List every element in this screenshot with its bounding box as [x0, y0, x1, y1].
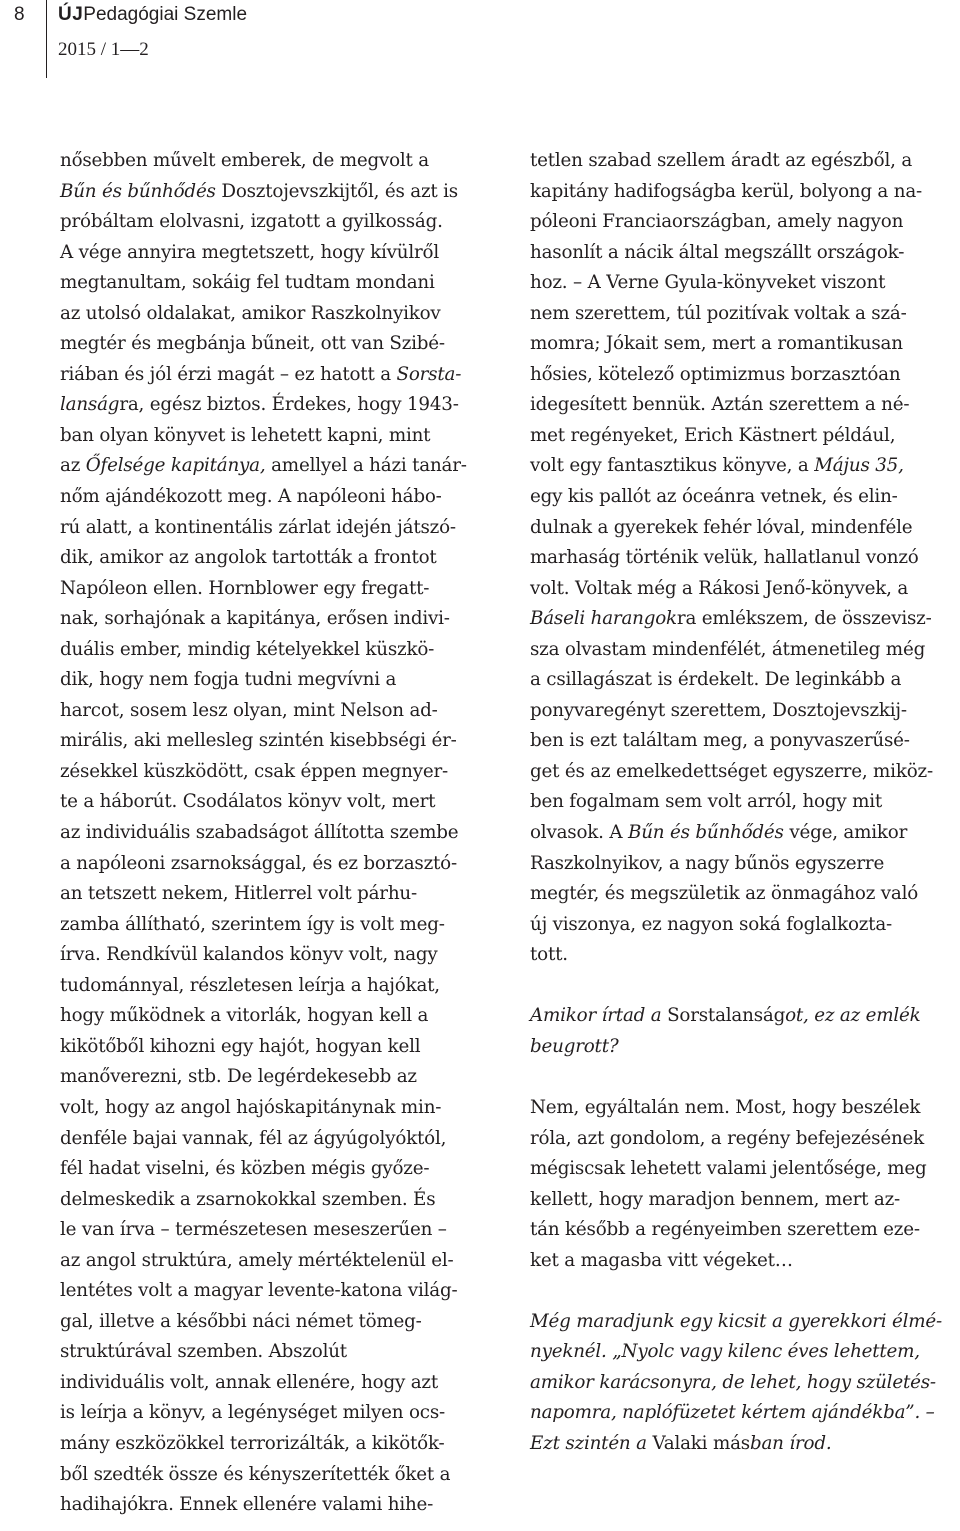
text-segment: te a háborút. Csodálatos könyv volt, mert — [60, 791, 436, 813]
text-segment: tán később a regényeimben szerettem eze- — [530, 1219, 920, 1241]
page-header — [0, 0, 960, 80]
journal-prefix: ÚJ — [58, 4, 84, 25]
text-line — [530, 1398, 960, 1429]
text-line — [60, 1368, 490, 1399]
text-line — [530, 146, 960, 177]
text-line — [60, 268, 490, 299]
text-line — [530, 1307, 960, 1338]
text-segment: tott. — [530, 944, 568, 966]
text-segment: vége, amikor — [783, 822, 908, 844]
text-line — [530, 513, 960, 544]
text-line — [60, 1246, 490, 1277]
text-segment: mirális, aki mellesleg szintén kisebbségi ér- — [60, 730, 457, 752]
italic-text: Sorsta- — [396, 363, 462, 385]
text-segment: sza olvastam mindenfélét, átmenetileg még — [530, 638, 926, 660]
text-line — [530, 818, 960, 849]
text-line — [60, 329, 490, 360]
text-line — [530, 1429, 960, 1460]
text-segment: delmeskedik a zsarnokokkal szemben. És — [60, 1188, 436, 1210]
text-line — [60, 543, 490, 574]
text-line — [60, 1276, 490, 1307]
text-line — [60, 1154, 490, 1185]
text-segment: an tetszett nekem, Hitlerrel volt párhu- — [60, 883, 417, 905]
text-segment: új viszonya, ez nagyon soká foglalkozta- — [530, 913, 893, 935]
italic-text: nyeknél. „Nyolc vagy kilenc éves lehettem, — [530, 1341, 920, 1363]
text-segment: Dosztojevszkijtől, és azt is — [215, 180, 458, 202]
text-line — [530, 940, 960, 971]
text-line — [530, 543, 960, 574]
text-line — [530, 635, 960, 666]
text-line — [530, 665, 960, 696]
italic-text: amikor karácsonyra, de lehet, hogy születés- — [530, 1371, 936, 1393]
text-segment: amellyel a házi tanár- — [265, 455, 467, 477]
paragraph-gap — [530, 1276, 960, 1307]
text-segment: hadihajókra. Ennek ellenére valami hihe- — [60, 1494, 434, 1516]
text-segment: hogy működnek a vitorlák, hogyan kell a — [60, 1005, 429, 1027]
text-segment: dulnak a gyerekek fehér lóval, mindenféle — [530, 516, 913, 538]
text-line — [60, 1307, 490, 1338]
page-number: 8 — [14, 4, 25, 25]
italic-text: ban írod. — [749, 1432, 832, 1454]
text-segment: dik, amikor az angolok tartották a frontot — [60, 547, 437, 569]
text-line — [60, 299, 490, 330]
text-line — [530, 1337, 960, 1368]
text-segment: megtér, és megszületik az önmagához való — [530, 883, 919, 905]
text-segment: zamba állítható, szerintem így is volt meg- — [60, 913, 445, 935]
text-line — [530, 1093, 960, 1124]
text-line — [530, 696, 960, 727]
text-segment: ban olyan könyvet is lehetett kapni, mint — [60, 424, 431, 446]
text-segment: az angol struktúra, amely mértéktelenül el- — [60, 1249, 454, 1271]
text-line — [60, 849, 490, 880]
text-segment: ket a magasba vitt végeket… — [530, 1249, 793, 1271]
text-segment: egy kis pallót az óceánra vetnek, és elin- — [530, 486, 898, 508]
italic-text: Őfelsége kapitánya, — [85, 455, 266, 477]
text-segment: Nem, egyáltalán nem. Most, hogy beszélek — [530, 1096, 921, 1118]
text-segment: duális ember, mindig kételyekkel küszkö- — [60, 638, 435, 660]
text-segment: lentétes volt a magyar levente-katona világ- — [60, 1280, 458, 1302]
text-segment: marhaság történik velük, hallatlanul vonzó — [530, 547, 919, 569]
text-segment: kapitány hadifogságba kerül, bolyong a na- — [530, 180, 922, 202]
text-line — [530, 879, 960, 910]
text-segment: tetlen szabad szellem áradt az egészből, a — [530, 150, 913, 171]
text-line — [530, 390, 960, 421]
text-line — [530, 726, 960, 757]
text-line — [60, 360, 490, 391]
italic-text: napomra, naplófüzetet kértem ajándékba”. – — [530, 1402, 935, 1424]
text-line — [530, 329, 960, 360]
text-line — [60, 604, 490, 635]
text-line — [530, 1124, 960, 1155]
text-line — [60, 1215, 490, 1246]
text-line — [60, 1124, 490, 1155]
text-line — [530, 1001, 960, 1032]
text-line — [60, 421, 490, 452]
text-segment: hasonlít a nácik által megszállt országok- — [530, 241, 905, 263]
text-line — [530, 757, 960, 788]
text-line — [530, 787, 960, 818]
text-segment: az — [60, 455, 86, 477]
text-segment: struktúrával szemben. Abszolút — [60, 1341, 347, 1363]
text-line — [60, 1398, 490, 1429]
italic-text: Amikor írtad a — [530, 1005, 668, 1027]
right-text-column — [530, 146, 960, 1460]
text-line — [60, 390, 490, 421]
text-segment: olvasok. A — [530, 822, 628, 844]
text-line — [530, 451, 960, 482]
text-line — [530, 849, 960, 880]
text-line — [530, 421, 960, 452]
text-line — [60, 574, 490, 605]
italic-text: beugrott? — [530, 1035, 619, 1057]
text-segment: denféle bajai vannak, fél az ágyúgolyóktól, — [60, 1127, 447, 1149]
text-line — [60, 818, 490, 849]
text-line — [60, 177, 490, 208]
text-segment: ra, egész biztos. Érdekes, hogy 1943- — [119, 394, 459, 416]
text-segment: rú alatt, a kontinentális zárlat idején játszó- — [60, 516, 456, 538]
text-segment: manőverezni, stb. De legérdekesebb az — [60, 1066, 417, 1088]
text-segment: individuális volt, annak ellenére, hogy azt — [60, 1371, 438, 1393]
text-segment: volt. Voltak még a Rákosi Jenő-könyvek, a — [530, 577, 909, 599]
text-line — [60, 757, 490, 788]
text-segment: ből szedték össze és kényszerítették őket a — [60, 1463, 451, 1485]
text-segment: kellett, hogy maradjon bennem, mert az- — [530, 1188, 900, 1210]
italic-text: Báseli harangok — [530, 608, 677, 630]
text-segment: volt, hogy az angol hajóskapitánynak min- — [60, 1096, 442, 1118]
text-segment: momra; Jókait sem, mert a romantikusan — [530, 333, 903, 355]
text-line — [530, 268, 960, 299]
header-divider — [46, 0, 47, 78]
text-segment: volt egy fantasztikus könyve, a — [530, 455, 815, 477]
text-line — [60, 696, 490, 727]
text-segment: fél hadat viselni, és közben mégis győze- — [60, 1158, 430, 1180]
text-line — [60, 665, 490, 696]
text-segment: A vége annyira megtetszett, hogy kívülről — [60, 241, 439, 263]
text-segment: nősebben művelt emberek, de megvolt a — [60, 150, 430, 171]
text-line — [60, 879, 490, 910]
text-line — [60, 726, 490, 757]
text-line — [530, 360, 960, 391]
text-line — [530, 1032, 960, 1063]
text-segment: a csillagászat is érdekelt. De leginkább a — [530, 669, 902, 691]
text-segment: ra emlékszem, de összevisz- — [676, 608, 932, 630]
text-line — [530, 238, 960, 269]
text-line — [60, 146, 490, 177]
text-segment: zésekkel küszködött, csak éppen megnyer- — [60, 760, 448, 782]
text-segment: is leírja a könyv, a legénységet milyen ocs- — [60, 1402, 445, 1424]
italic-text: Még maradjunk egy kicsit a gyerekkori élmé- — [530, 1310, 943, 1332]
text-segment: Sorstalanság — [667, 1005, 786, 1027]
text-line — [530, 207, 960, 238]
text-segment: Raszkolnyikov, a nagy bűnös egyszerre — [530, 852, 885, 874]
text-line — [530, 299, 960, 330]
text-segment: hoz. – A Verne Gyula-könyveket viszont — [530, 272, 886, 294]
text-segment: mány eszközökkel terrorizálták, a kikötők- — [60, 1432, 445, 1454]
text-line — [60, 1093, 490, 1124]
text-segment: tudománnyal, részletesen leírja a hajókat, — [60, 974, 440, 996]
text-line — [60, 1032, 490, 1063]
text-segment: Valaki más — [652, 1432, 750, 1454]
text-line — [530, 482, 960, 513]
text-segment: kikötőből kihozni egy hajót, hogyan kell — [60, 1035, 421, 1057]
text-segment: get és az emelkedettséget egyszerre, miköz- — [530, 760, 933, 782]
italic-text: lanság — [60, 394, 120, 416]
text-line — [530, 177, 960, 208]
italic-text: Bűn és bűnhődés — [627, 822, 784, 844]
italic-text: ot, ez az emlék — [785, 1005, 921, 1027]
text-segment: róla, azt gondolom, a regény befejezésének — [530, 1127, 925, 1149]
text-line — [530, 910, 960, 941]
text-segment: Napóleon ellen. Hornblower egy fregatt- — [60, 577, 430, 599]
text-segment: ben is ezt találtam meg, a ponyvaszerűsé- — [530, 730, 910, 752]
text-line — [60, 1460, 490, 1491]
text-segment: nőm ajándékozott meg. A napóleoni hábo- — [60, 486, 442, 508]
text-line — [530, 1246, 960, 1277]
text-segment: mégiscsak lehetett valami jelentősége, meg — [530, 1158, 927, 1180]
left-text-column — [60, 146, 490, 1521]
journal-name: Pedagógiai Szemle — [83, 4, 248, 25]
text-segment: idegesített bennük. Aztán szerettem a né- — [530, 394, 910, 416]
paragraph-gap — [530, 971, 960, 1002]
text-line — [530, 1154, 960, 1185]
text-line — [530, 574, 960, 605]
text-line — [60, 940, 490, 971]
issue-number: 2015 / 1—2 — [58, 39, 149, 60]
text-segment: írva. Rendkívül kalandos könyv volt, nagy — [60, 944, 438, 966]
text-segment: az utolsó oldalakat, amikor Raszkolnyikov — [60, 302, 441, 324]
text-line — [530, 1215, 960, 1246]
text-segment: nem szerettem, túl pozitívak voltak a szá- — [530, 302, 907, 324]
text-line — [60, 1185, 490, 1216]
text-segment: gal, illetve a későbbi náci német tömeg- — [60, 1310, 422, 1332]
italic-text: Május 35, — [814, 455, 904, 477]
text-segment: riában és jól érzi magát – ez hatott a — [60, 363, 397, 385]
text-segment: az individuális szabadságot állította szembe — [60, 822, 459, 844]
text-line — [60, 1490, 490, 1521]
text-segment: ben fogalmam sem volt arról, hogy mit — [530, 791, 882, 813]
text-line — [530, 604, 960, 635]
text-line — [60, 513, 490, 544]
paragraph-gap — [530, 1062, 960, 1093]
italic-text: Ezt szintén a — [530, 1432, 653, 1454]
italic-text: Bűn és bűnhődés — [60, 180, 216, 202]
text-line — [530, 1368, 960, 1399]
text-line — [60, 1337, 490, 1368]
text-line — [60, 971, 490, 1002]
text-segment: le van írva – természetesen meseszerűen – — [60, 1219, 447, 1241]
text-segment: ponyvaregényt szerettem, Dosztojevszkij- — [530, 699, 907, 721]
text-segment: nak, sorhajónak a kapitánya, erősen indivi- — [60, 608, 450, 630]
text-segment: próbáltam elolvasni, izgatott a gyilkosság. — [60, 211, 443, 233]
text-line — [60, 787, 490, 818]
text-line — [60, 1429, 490, 1460]
text-line — [60, 238, 490, 269]
text-line — [60, 451, 490, 482]
text-segment: harcot, sosem lesz olyan, mint Nelson ad- — [60, 699, 438, 721]
text-segment: a napóleoni zsarnoksággal, és ez borzasztó- — [60, 852, 457, 874]
text-line — [60, 910, 490, 941]
text-line — [60, 1001, 490, 1032]
text-segment: megtanultam, sokáig fel tudtam mondani — [60, 272, 435, 294]
text-line — [60, 635, 490, 666]
text-segment: met regényeket, Erich Kästnert például, — [530, 424, 896, 446]
text-line — [60, 1062, 490, 1093]
text-segment: póleoni Franciaországban, amely nagyon — [530, 211, 904, 233]
text-segment: megtér és megbánja bűneit, ott van Szibé- — [60, 333, 445, 355]
text-line — [60, 207, 490, 238]
journal-title — [58, 4, 247, 26]
text-line — [60, 482, 490, 513]
text-segment: dik, hogy nem fogja tudni megvívni a — [60, 669, 397, 691]
text-segment: hősies, kötelező optimizmus borzasztóan — [530, 363, 901, 385]
text-line — [530, 1185, 960, 1216]
